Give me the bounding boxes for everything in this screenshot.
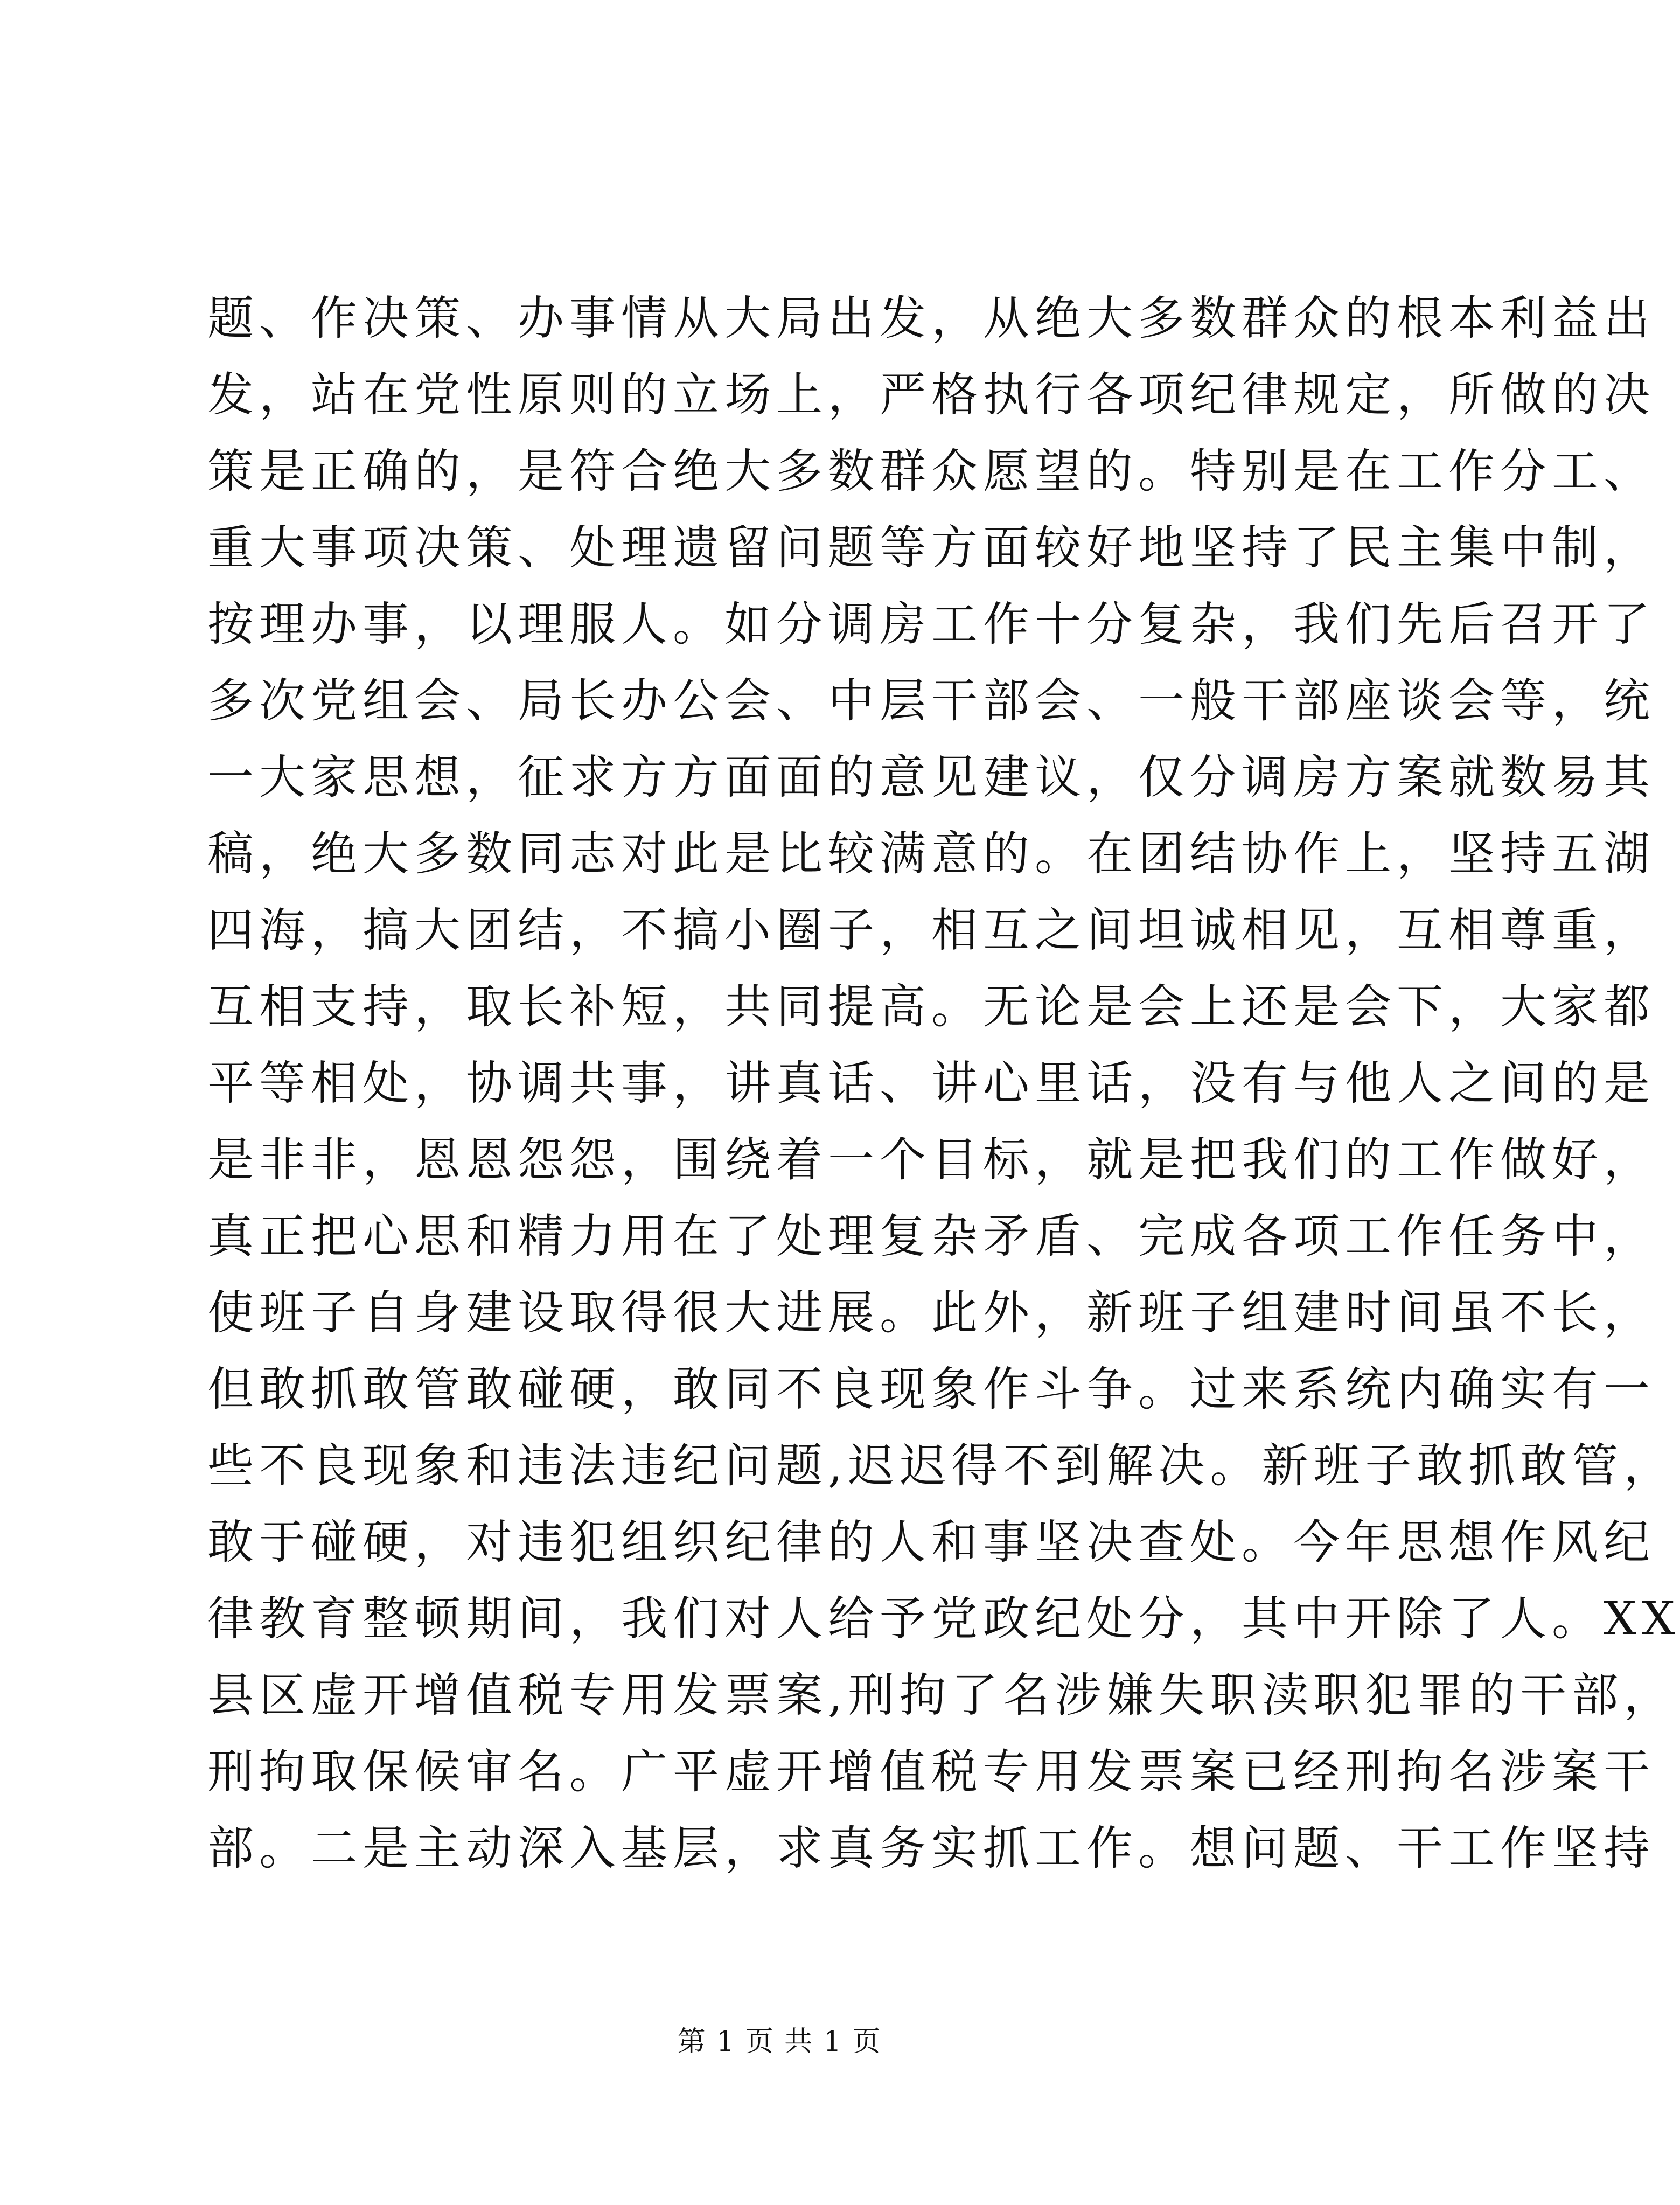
text-line-19: 县区虚开增值税专用发票案,刑拘了名涉嫌失职渎职犯罪的干部， <box>207 1668 1676 1722</box>
text-line-17: 敢于碰硬，对违犯组织纪律的人和事坚决查处。今年思想作风纪 <box>207 1515 1655 1569</box>
text-line-20: 刑拘取保候审名。广平虚开增值税专用发票案已经刑拘名涉案干 <box>207 1745 1655 1799</box>
text-line-3: 策是正确的，是符合绝大多数群众愿望的。特别是在工作分工、 <box>207 444 1655 498</box>
text-line-1: 题、作决策、办事情从大局出发，从绝大多数群众的根本利益出 <box>207 291 1655 345</box>
page-footer <box>0 2023 1559 2061</box>
text-line-15: 但敢抓敢管敢碰硬，敢同不良现象作斗争。过来系统内确实有一 <box>207 1362 1655 1416</box>
text-line-11: 平等相处，协调共事，讲真话、讲心里话，没有与他人之间的是 <box>207 1056 1655 1110</box>
text-line-7: 一大家思想，征求方方面面的意见建议，仅分调房方案就数易其 <box>207 750 1655 804</box>
text-line-10: 互相支持，取长补短，共同提高。无论是会上还是会下，大家都 <box>207 980 1655 1034</box>
text-line-12: 是非非，恩恩怨怨，围绕着一个目标，就是把我们的工作做好， <box>207 1133 1655 1187</box>
text-line-21: 部。二是主动深入基层，求真务实抓工作。想问题、干工作坚持 <box>207 1821 1655 1875</box>
page-number-label: 第 1 页 共 1 页 <box>677 2026 882 2058</box>
body-text <box>207 280 1680 1887</box>
text-line-6: 多次党组会、局长办公会、中层干部会、一般干部座谈会等，统 <box>207 674 1655 728</box>
text-line-9: 四海，搞大团结，不搞小圈子，相互之间坦诚相见，互相尊重， <box>207 903 1655 957</box>
text-line-14: 使班子自身建设取得很大进展。此外，新班子组建时间虽不长， <box>207 1286 1655 1340</box>
text-line-18: 律教育整顿期间，我们对人给予党政纪处分，其中开除了人。XX <box>207 1592 1680 1646</box>
text-line-13: 真正把心思和精力用在了处理复杂矛盾、完成各项工作任务中， <box>207 1209 1655 1263</box>
text-line-4: 重大事项决策、处理遗留问题等方面较好地坚持了民主集中制， <box>207 521 1655 575</box>
text-line-2: 发，站在党性原则的立场上，严格执行各项纪律规定，所做的决 <box>207 368 1655 422</box>
text-line-8: 稿，绝大多数同志对此是比较满意的。在团结协作上，坚持五湖 <box>207 827 1655 881</box>
text-line-16: 些不良现象和违法违纪问题,迟迟得不到解决。新班子敢抓敢管， <box>207 1439 1676 1493</box>
text-line-5: 按理办事，以理服人。如分调房工作十分复杂，我们先后召开了 <box>207 597 1655 651</box>
